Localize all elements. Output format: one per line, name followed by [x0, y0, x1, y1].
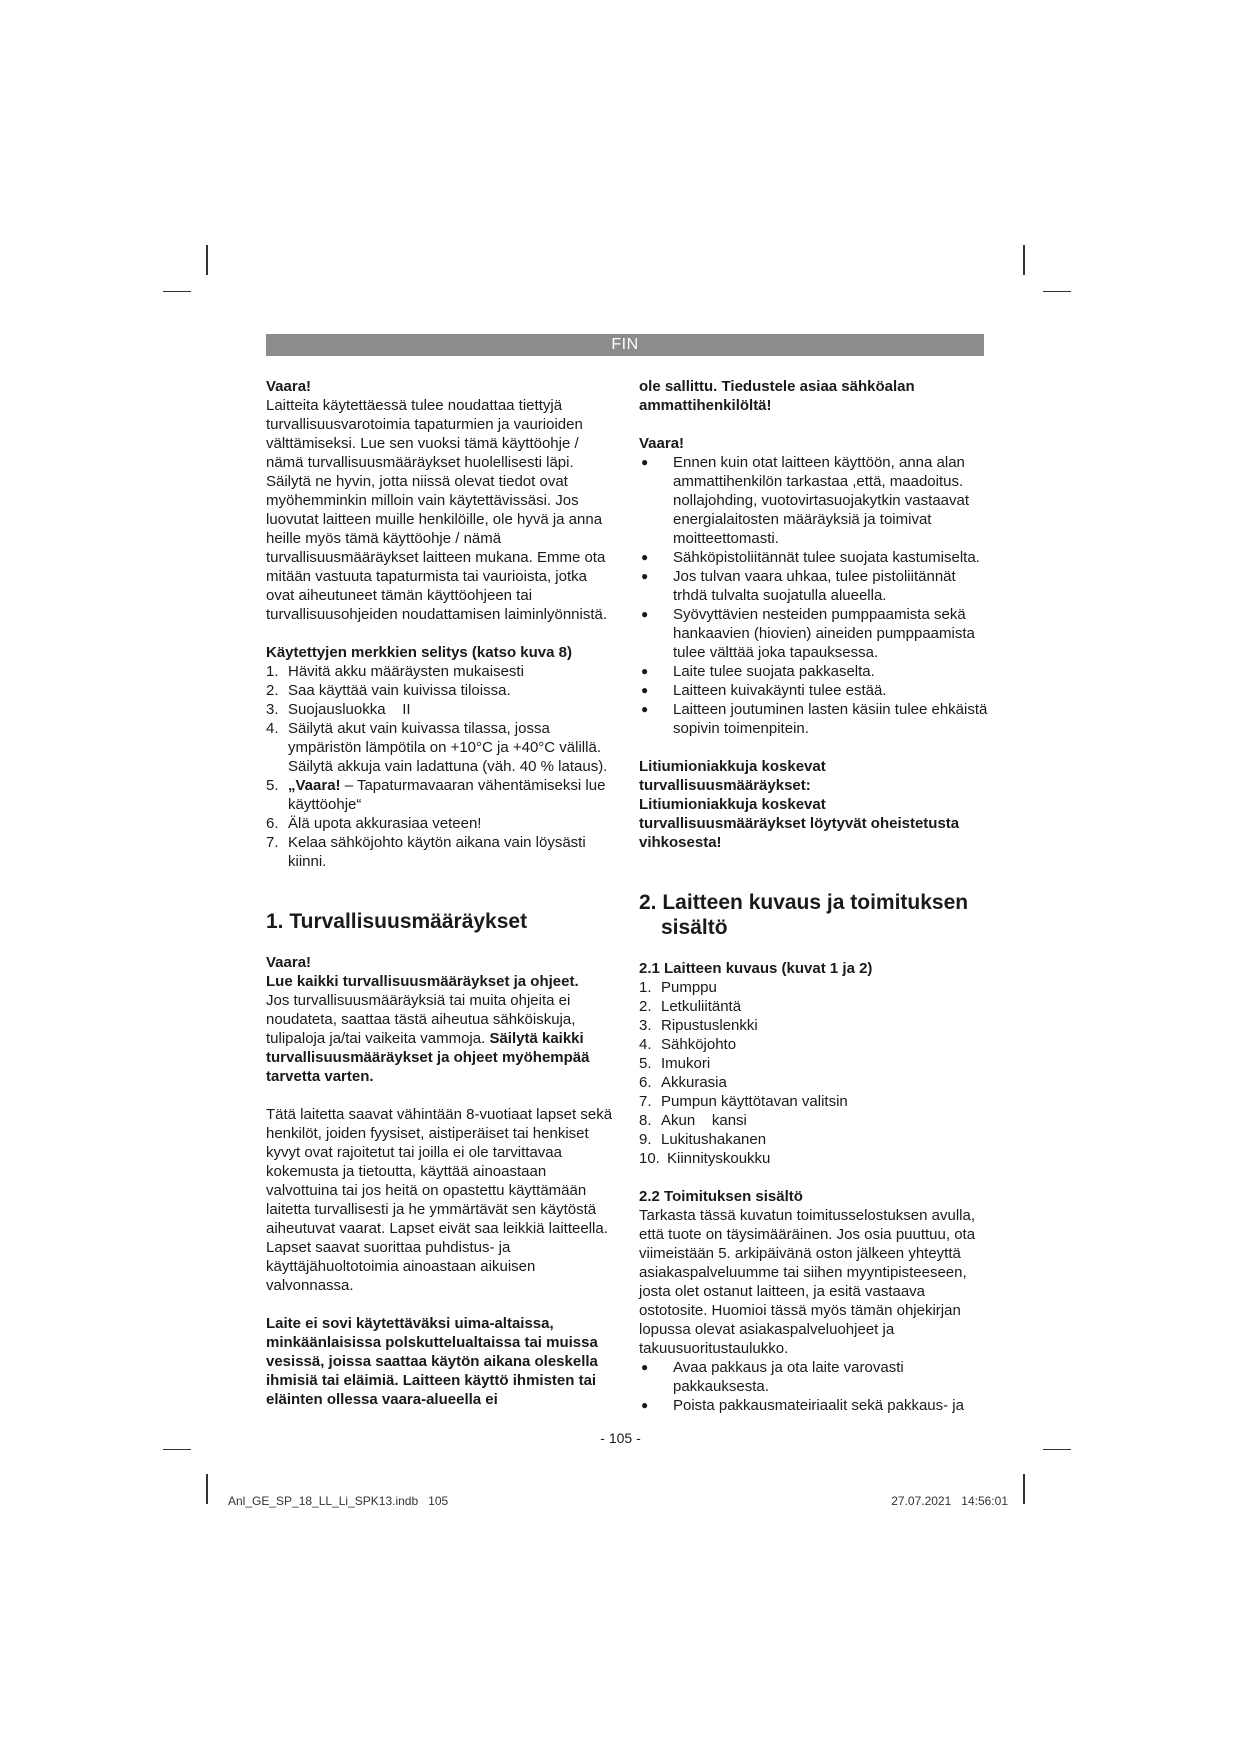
bullet-icon: ●	[641, 664, 649, 678]
delivery-bullet-list	[639, 1358, 989, 1415]
parts-list-item: 3. Ripustuslenkki	[639, 1017, 758, 1034]
parts-list-item: 1. Pumppu	[639, 979, 717, 996]
warning-title: Vaara!	[266, 378, 312, 395]
footer-file-info: Anl_GE_SP_18_LL_Li_SPK13.indb 105	[228, 1494, 449, 1508]
parts-list-item: 7. Pumpun käyttötavan valitsin	[639, 1093, 848, 1110]
bullet-icon: ●	[641, 683, 649, 697]
symbols-list-item: 1. Hävitä akku määräysten mukaisesti	[266, 663, 524, 680]
warning-text: Jos turvallisuusmääräyksiä tai muita ohjeita ei noudateta, saattaa tästä aiheutua sähköiskuja, tulipaloja ja/tai vaikeita vammoja. Säilytä kaikki turvallisuusmääräykset ja ohjeet myöhempää tarvetta varten.	[266, 992, 590, 1085]
language-label: FIN	[611, 336, 639, 353]
language-header-bar	[266, 334, 984, 356]
subsection-2-1-title: 2.1 Laitteen kuvaus (kuvat 1 ja 2)	[639, 960, 873, 977]
lithium-title: Litiumioniakkuja koskevat turvallisuusmääräykset:	[639, 758, 826, 794]
parts-list-item: 8. Akun kansi	[639, 1112, 747, 1129]
symbols-list-item: 6. Älä upota akkurasiaa veteen!	[266, 815, 482, 832]
right-column	[639, 377, 989, 1415]
bullet-item: ● Sähköpistoliitännät tulee suojata kastumiselta.	[641, 549, 980, 566]
symbols-list-item: 3. Suojausluokka II	[266, 701, 411, 718]
bullet-item: ● Laite tulee suojata pakkaselta.	[641, 663, 875, 680]
parts-list	[639, 978, 989, 1168]
children-paragraph: Tätä laitetta saavat vähintään 8-vuotiaat lapset sekä henkilöt, joiden fyysiset, aistiperäiset tai henkiset kyvyt ovat rajoitetut tai joilla ei ole tarvittavaa kokemusta ja tietoutta, käyttää ainoastaan valvottuina tai jos heitä on opastettu käyttämään laitetta turvallisesti ja he ymmärtävät sen käytöstä aiheutuvat vaarat. Lapset eivät saa leikkiä laitteella. Lapset saavat suorittaa puhdistus- ja käyttäjähuoltotoimia ainoastaan aikuisen valvonnassa.	[266, 1106, 613, 1294]
warning-text: Laitteita käytettäessä tulee noudattaa tiettyjä turvallisuusvarotoimia tapaturmien ja vaurioiden välttämiseksi. Lue sen vuoksi tämä käyttöohje / nämä turvallisuusmääräykset huolellisesti läpi. Säilytä ne hyvin, jotta niissä olevat tiedot ovat myöhemminkin milloin vain käytettävissäsi. Jos luovutat laitteen muille henkilöille, ole hyvä ja anna heille myös tämä käyttöohje / nämä turvallisuusmääräykset laitteen mukana. Emme ota mitään vastuuta tapaturmista tai vaurioista, jotka ovat aiheutuneet tämän käyttöohjeen tai turvallisuusohjeiden noudattamisen laiminlyönnistä.	[266, 397, 608, 623]
symbols-list-item: 7. Kelaa sähköjohto käytön aikana vain löysästi kiinni.	[266, 834, 586, 870]
warning-bullet-list	[639, 453, 989, 738]
crop-mark-top-right-horizontal	[1043, 291, 1071, 292]
parts-list-item: 10. Kiinnityskoukku	[639, 1150, 771, 1167]
bullet-item: ● Syövyttävien nesteiden pumppaamista sekä hankaavien (hiovien) aineiden pumppaamista tulee välttää joka tapauksessa.	[641, 606, 975, 661]
parts-list-item: 9. Lukitushakanen	[639, 1131, 767, 1148]
symbols-list-item: 4. Säilytä akut vain kuivassa tilassa, jossa ympäristön lämpötila on +10°C ja +40°C välillä. Säilytä akkuja vain ladattuna (väh. 40 % lataus).	[266, 720, 608, 775]
bullet-icon: ●	[641, 702, 649, 716]
pool-warning: Laite ei sovi käytettäväksi uima-altaissa, minkäänlaisissa polskuttelualtaissa tai muissa vesissä, joissa saattaa käytön aikana oleskella ihmisiä tai eläimiä. Laitteen käyttö ihmisten tai eläinten ollessa vaara-alueella ei	[266, 1315, 598, 1408]
lithium-text: Litiumioniakkuja koskevat turvallisuusmääräykset löytyvät oheistetusta vihkosesta!	[639, 796, 960, 851]
warning-title: Vaara!	[266, 954, 312, 971]
pool-warning-continued: ole sallittu. Tiedustele asiaa sähköalan ammattihenkilöltä!	[639, 378, 915, 414]
crop-mark-top-left-vertical	[206, 245, 208, 275]
crop-mark-top-right-vertical	[1023, 245, 1025, 275]
bullet-item: ● Poista pakkausmateiriaalit sekä pakkaus- ja	[641, 1397, 964, 1414]
crop-mark-top-left-horizontal	[163, 291, 191, 292]
bullet-icon: ●	[641, 569, 649, 583]
left-column	[266, 377, 616, 1409]
section-2-heading: 2. Laitteen kuvaus ja toimituksen sisältö	[639, 891, 969, 939]
bullet-icon: ●	[641, 607, 649, 621]
bullet-icon: ●	[641, 1360, 649, 1374]
bullet-item: ● Jos tulvan vaara uhkaa, tulee pistoliitännät trhdä tulvalta suojatulla alueella.	[641, 568, 956, 604]
parts-list-item: 2. Letkuliitäntä	[639, 998, 742, 1015]
bullet-item: ● Laitteen joutuminen lasten käsiin tulee ehkäistä sopivin toimenpitein.	[641, 701, 988, 737]
symbols-list	[266, 662, 616, 871]
bullet-icon: ●	[641, 455, 649, 469]
delivery-text: Tarkasta tässä kuvatun toimitusselostuksen avulla, että tuote on täysimääräinen. Jos osia puuttuu, ota viimeistään 5. arkipäivänä oston jälkeen yhteyttä asiakaspalveluumme tai siihen myyntipisteeseen, josta olet ostanut laitteen, ja esitä vastaava ostotosite. Huomioi tässä myös tämän ohjekirjan lopussa olevat asiakaspalveluohjeet ja takuusuoritustaulukko.	[639, 1207, 976, 1357]
symbols-list-item: 2. Saa käyttää vain kuivissa tiloissa.	[266, 682, 511, 699]
bullet-item: ● Laitteen kuivakäynti tulee estää.	[641, 682, 887, 699]
crop-mark-bottom-right-horizontal	[1043, 1449, 1071, 1450]
warning-title: Vaara!	[639, 435, 685, 452]
bullet-item: ● Avaa pakkaus ja ota laite varovasti pakkauksesta.	[641, 1359, 904, 1395]
page-number: - 105 -	[600, 1430, 641, 1446]
subsection-2-2-title: 2.2 Toimituksen sisältö	[639, 1188, 803, 1205]
parts-list-item: 4. Sähköjohto	[639, 1036, 737, 1053]
symbols-title: Käytettyjen merkkien selitys (katso kuva 8)	[266, 644, 572, 661]
bullet-item: ● Ennen kuin otat laitteen käyttöön, anna alan ammattihenkilön tarkastaa ,että, maadoitus. nollajohding, vuotovirtasuojakytkin vastaavat energialaitosten määräyksiä ja toimivat moitteettomasti.	[641, 454, 970, 547]
crop-mark-bottom-right-vertical	[1023, 1474, 1025, 1504]
parts-list-item: 6. Akkurasia	[639, 1074, 727, 1091]
footer-datetime: 27.07.2021 14:56:01	[891, 1494, 1008, 1508]
symbols-list-item: 5. „Vaara! – Tapaturmavaaran vähentämiseksi lue käyttöohje“	[266, 777, 606, 813]
bullet-icon: ●	[641, 550, 649, 564]
bullet-icon: ●	[641, 1398, 649, 1412]
crop-mark-bottom-left-vertical	[206, 1474, 208, 1504]
warning-lead: Lue kaikki turvallisuusmääräykset ja ohjeet.	[266, 973, 579, 990]
danger-label: „Vaara!	[288, 777, 341, 794]
section-1-heading: 1. Turvallisuusmääräykset	[266, 910, 528, 933]
crop-mark-bottom-left-horizontal	[163, 1449, 191, 1450]
parts-list-item: 5. Imukori	[639, 1055, 711, 1072]
